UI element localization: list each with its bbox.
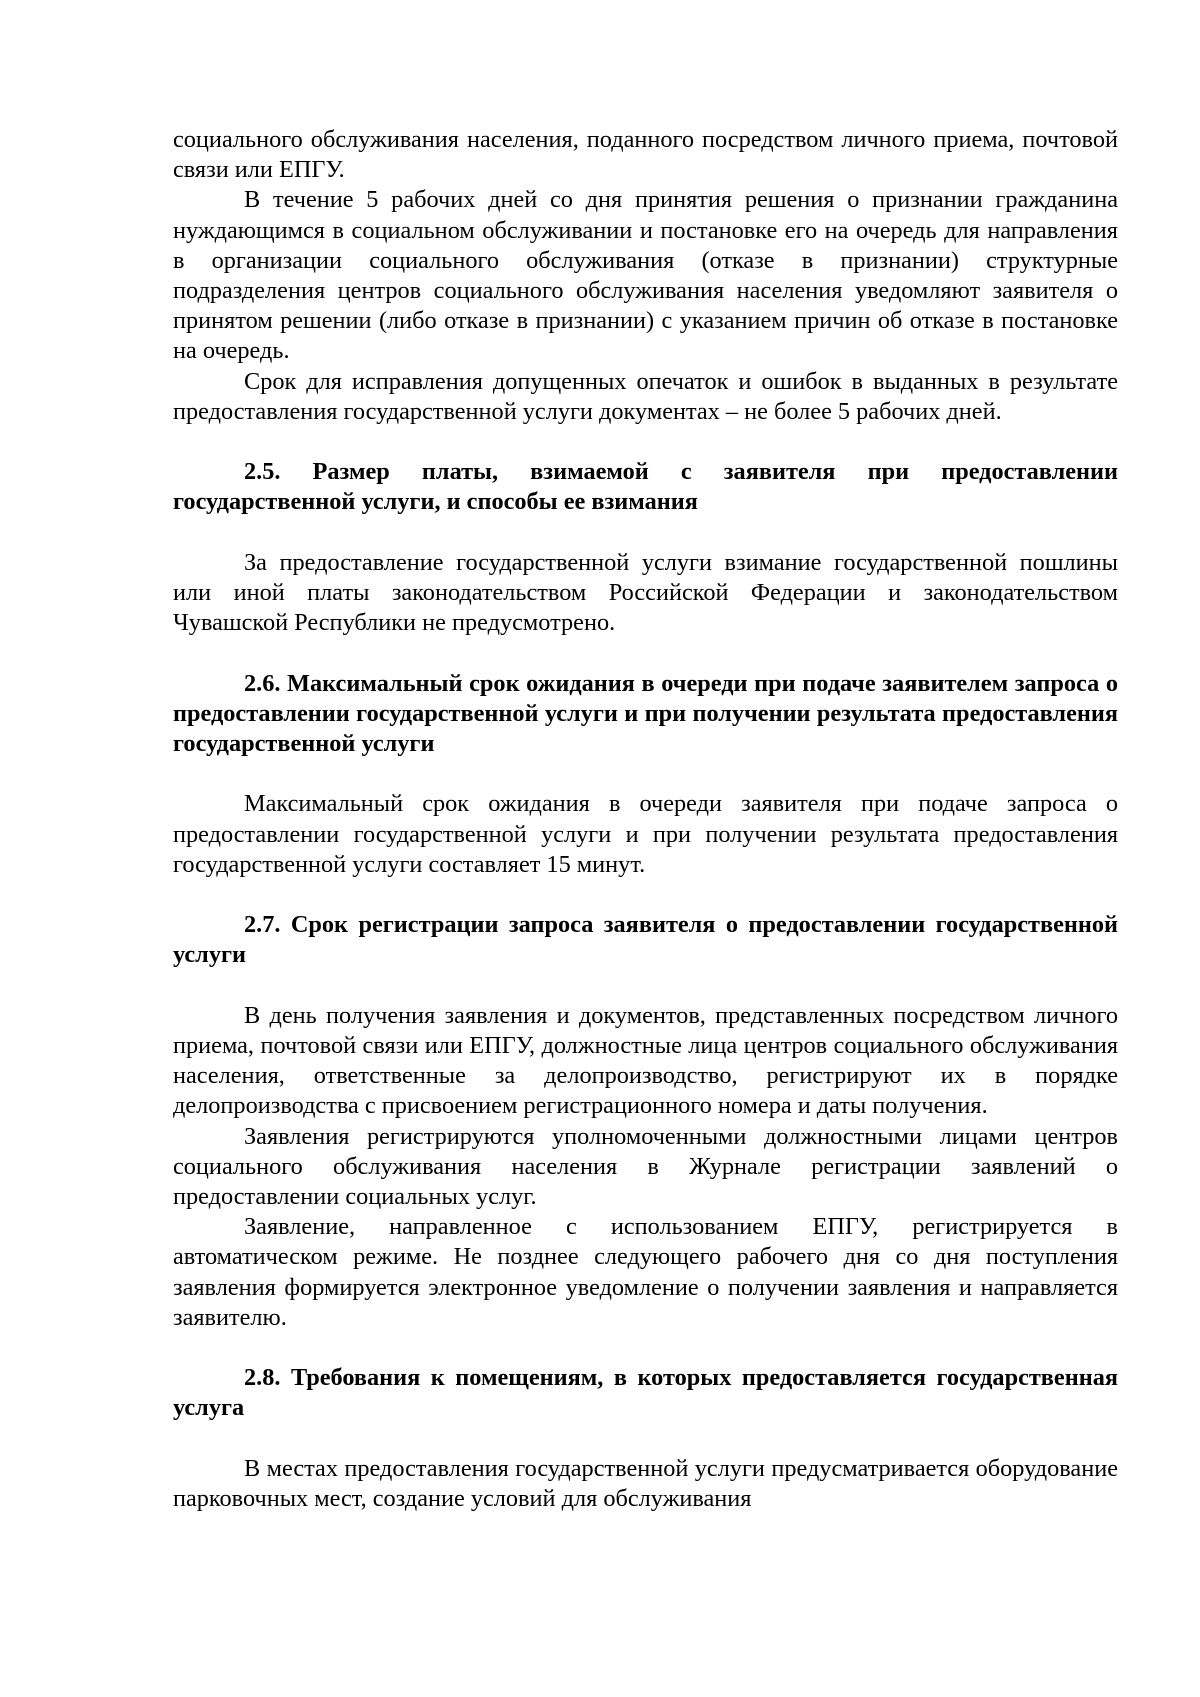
section-gap [173, 638, 1118, 668]
section-gap [173, 880, 1118, 910]
paragraph-continuation: социального обслуживания населения, поданного посредством личного приема, почтовой связи или ЕПГУ. [173, 126, 1118, 184]
section-heading-2-6: 2.6. Максимальный срок ожидания в очереди при подаче заявителем запроса о предоставлении государственной услуги и при получении результата предоставления государственной услуги [173, 669, 1118, 758]
paragraph-waiting-time: Максимальный срок ожидания в очереди заявителя при подаче запроса о предоставлении государственной услуги и при получении результата предоставления государственной услуги составляет 15 минут. [173, 790, 1118, 878]
paragraph-registration-journal: Заявления регистрируются уполномоченными должностными лицами центров социального обслуживания населения в Журнале регистрации заявлений о предоставлении социальных услуг. [173, 1122, 1118, 1211]
paragraph-registration-epgu: Заявление, направленное с использованием ЕПГУ, регистрируется в автоматическом режиме. Не позднее следующего рабочего дня со дня поступления заявления формируется электронное уведомление о получении заявления и направляется заявителю. [173, 1213, 1118, 1331]
paragraph-correction-term: Срок для исправления допущенных опечаток и ошибок в выданных в результате предоставления государственной услуги документах – не более 5 рабочих дней. [173, 367, 1118, 425]
section-gap [173, 1333, 1118, 1363]
section-heading-2-5: 2.5. Размер платы, взимаемой с заявителя при предоставлении государственной услуги, и способы ее взимания [173, 458, 1118, 516]
section-gap [173, 759, 1118, 789]
document-page [173, 125, 1118, 1514]
section-gap [173, 971, 1118, 1001]
section-heading-2-7: 2.7. Срок регистрации запроса заявителя о предоставлении государственной услуги [173, 911, 1118, 969]
section-heading-2-8: 2.8. Требования к помещениям, в которых предоставляется государственная услуга [173, 1364, 1118, 1422]
section-gap [173, 518, 1118, 548]
paragraph-notification-term: В течение 5 рабочих дней со дня принятия решения о признании гражданина нуждающимся в социальном обслуживании и постановке его на очередь для направления в организации социального обслуживания (отказе в признании) структурные подразделения центров социального обслуживания населения уведомляют заявителя о принятом решении (либо отказе в признании) с указанием причин об отказе в постановке на очередь. [173, 186, 1118, 365]
section-gap [173, 1424, 1118, 1454]
paragraph-registration-day: В день получения заявления и документов, представленных посредством личного приема, почтовой связи или ЕПГУ, должностные лица центров социального обслуживания населения, ответственные за делопроизводство, регистрируют их в порядке делопроизводства с присвоением регистрационного номера и даты получения. [173, 1001, 1118, 1120]
section-gap [173, 427, 1118, 457]
paragraph-fee: За предоставление государственной услуги взимание государственной пошлины или иной платы законодательством Российской Федерации и законодательством Чувашской Республики не предусмотрено. [173, 548, 1118, 637]
paragraph-premises: В местах предоставления государственной услуги предусматривается оборудование парковочных мест, создание условий для обслуживания [173, 1454, 1118, 1513]
